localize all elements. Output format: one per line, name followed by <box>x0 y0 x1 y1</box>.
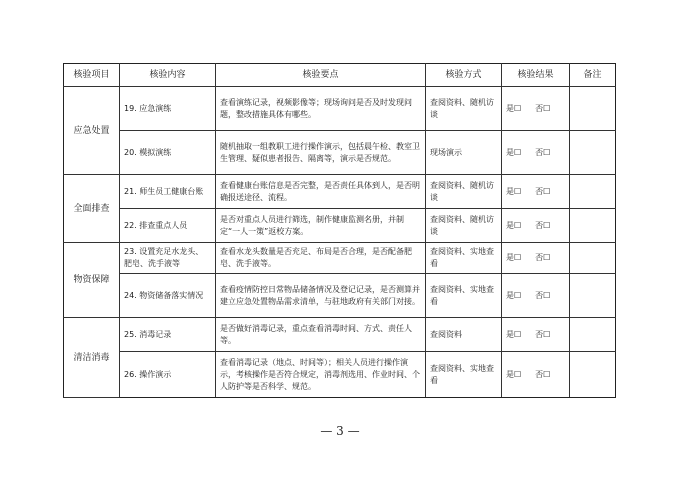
yes-checkbox[interactable]: 是☐ <box>506 147 522 157</box>
category-cell: 物资保障 <box>64 243 120 318</box>
content-cell: 20. 模拟演练 <box>120 131 216 175</box>
points-cell: 查看健康台账信息是否完整，是否责任具体到人，是否明确报送途径、流程。 <box>216 175 426 209</box>
table-row <box>64 209 616 243</box>
content-cell: 19. 应急演练 <box>120 87 216 131</box>
no-checkbox[interactable]: 否☐ <box>535 147 551 157</box>
header-method: 核验方式 <box>426 64 502 87</box>
content-cell: 24. 物资储备落实情况 <box>120 274 216 318</box>
table-row <box>64 274 616 318</box>
note-cell <box>570 274 616 318</box>
points-cell: 查看演练记录，视频影像等；现场询问是否及时发现问题，整改措施具体有哪些。 <box>216 87 426 131</box>
result-cell <box>502 131 570 175</box>
no-checkbox[interactable]: 否☐ <box>535 186 551 196</box>
method-cell: 查阅资料、实地查看 <box>426 274 502 318</box>
note-cell <box>570 209 616 243</box>
yes-checkbox[interactable]: 是☐ <box>506 186 522 196</box>
yes-checkbox[interactable]: 是☐ <box>506 220 522 230</box>
points-cell: 查看水龙头数量是否充足、布局是否合理，是否配备肥皂、洗手液等。 <box>216 243 426 274</box>
header-result: 核验结果 <box>502 64 570 87</box>
header-item: 核验项目 <box>64 64 120 87</box>
points-cell: 是否做好消毒记录，重点查看消毒时间、方式、责任人等。 <box>216 318 426 352</box>
content-cell: 25. 消毒记录 <box>120 318 216 352</box>
note-cell <box>570 87 616 131</box>
yes-checkbox[interactable]: 是☐ <box>506 369 522 379</box>
no-checkbox[interactable]: 否☐ <box>535 290 551 300</box>
content-cell: 26. 操作演示 <box>120 352 216 398</box>
no-checkbox[interactable]: 否☐ <box>535 369 551 379</box>
points-cell: 随机抽取一组教职工进行操作演示，包括晨午检、教室卫生管理、疑似患者报告、隔离等，演示是否规范。 <box>216 131 426 175</box>
result-cell <box>502 274 570 318</box>
table-row <box>64 87 616 131</box>
content-cell: 23. 设置充足水龙头、肥皂、洗手液等 <box>120 243 216 274</box>
note-cell <box>570 175 616 209</box>
verification-table <box>63 63 616 398</box>
table-header-row <box>64 64 616 87</box>
result-cell <box>502 209 570 243</box>
yes-checkbox[interactable]: 是☐ <box>506 103 522 113</box>
note-cell <box>570 243 616 274</box>
header-note: 备注 <box>570 64 616 87</box>
method-cell: 查阅资料、随机访谈 <box>426 175 502 209</box>
no-checkbox[interactable]: 否☐ <box>535 103 551 113</box>
table-row <box>64 131 616 175</box>
method-cell: 查阅资料、实地查看 <box>426 352 502 398</box>
points-cell: 查看疫情防控日常物品储备情况及登记记录，是否测算并建立应急处置物品需求清单，与驻地政府有关部门对接。 <box>216 274 426 318</box>
method-cell: 查阅资料 <box>426 318 502 352</box>
no-checkbox[interactable]: 否☐ <box>535 253 551 262</box>
result-cell <box>502 175 570 209</box>
yes-checkbox[interactable]: 是☐ <box>506 290 522 300</box>
yes-checkbox[interactable]: 是☐ <box>506 253 522 262</box>
category-cell: 全面排查 <box>64 175 120 243</box>
method-cell: 查阅资料、随机访谈 <box>426 209 502 243</box>
method-cell: 查阅资料、实地查看 <box>426 243 502 274</box>
page-number: — 3 — <box>320 424 360 438</box>
method-cell: 现场演示 <box>426 131 502 175</box>
no-checkbox[interactable]: 否☐ <box>535 220 551 230</box>
note-cell <box>570 318 616 352</box>
note-cell <box>570 352 616 398</box>
result-cell <box>502 243 570 274</box>
result-cell <box>502 352 570 398</box>
header-points: 核验要点 <box>216 64 426 87</box>
yes-checkbox[interactable]: 是☐ <box>506 329 522 339</box>
table-row <box>64 243 616 274</box>
category-cell: 清洁消毒 <box>64 318 120 398</box>
category-cell: 应急处置 <box>64 87 120 175</box>
content-cell: 22. 排查重点人员 <box>120 209 216 243</box>
note-cell <box>570 131 616 175</box>
points-cell: 是否对重点人员进行筛选，制作健康监测名册，并制定“一人一策”返校方案。 <box>216 209 426 243</box>
no-checkbox[interactable]: 否☐ <box>535 329 551 339</box>
header-content: 核验内容 <box>120 64 216 87</box>
points-cell: 查看消毒记录（地点、时间等）；相关人员进行操作演示，考核操作是否符合规定，消毒剂选用、作业时间、个人防护等是否科学、规范。 <box>216 352 426 398</box>
table-row <box>64 175 616 209</box>
method-cell: 查阅资料、随机访谈 <box>426 87 502 131</box>
result-cell <box>502 318 570 352</box>
table-row <box>64 318 616 352</box>
result-cell <box>502 87 570 131</box>
content-cell: 21. 师生员工健康台账 <box>120 175 216 209</box>
table-row <box>64 352 616 398</box>
